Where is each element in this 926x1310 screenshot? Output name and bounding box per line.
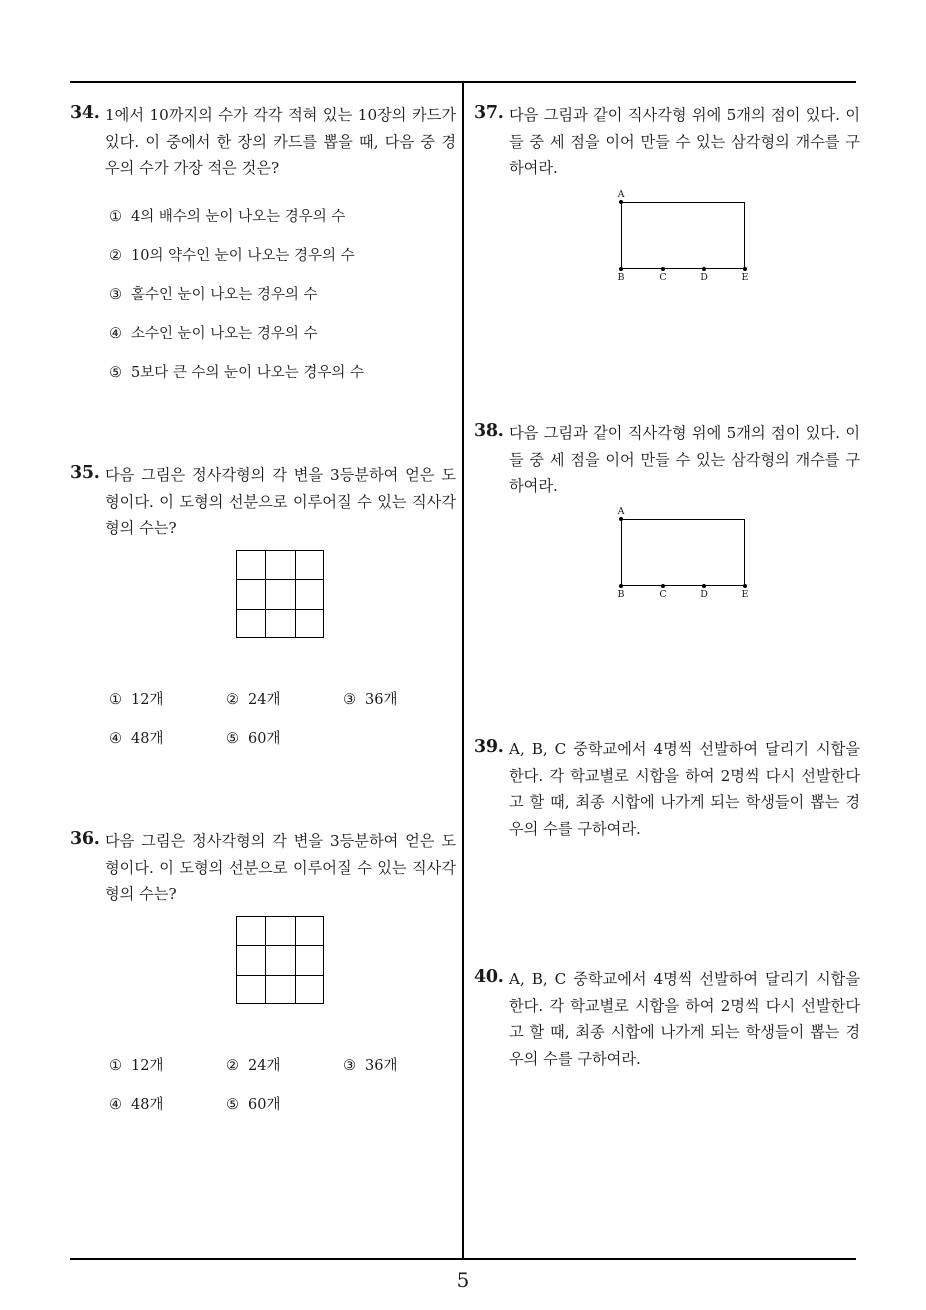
choice-2: ② 10의 약수인 눈이 나오는 경우의 수 — [109, 248, 355, 264]
choice-4: ④ 소수인 눈이 나오는 경우의 수 — [109, 326, 318, 342]
choice-2: ② 24개 — [226, 692, 281, 708]
label-a: A — [617, 506, 625, 517]
choice-3: ③ 홀수인 눈이 나오는 경우의 수 — [109, 287, 318, 303]
point-e — [743, 584, 747, 588]
choice-1: ① 12개 — [109, 1058, 164, 1074]
point-d — [702, 267, 706, 271]
question-36 — [70, 828, 456, 908]
question-number: 36. — [70, 829, 100, 849]
question-40 — [474, 966, 860, 1072]
label-b: B — [617, 272, 625, 283]
label-c: C — [659, 589, 667, 600]
label-b: B — [617, 589, 625, 600]
label-d: D — [700, 272, 708, 283]
choice-1: ① 12개 — [109, 692, 164, 708]
rectangle-points-figure — [601, 190, 761, 285]
question-number: 34. — [70, 103, 100, 123]
question-34 — [70, 102, 456, 182]
choice-4: ④ 48개 — [109, 731, 164, 747]
point-b — [619, 584, 623, 588]
question-text: 다음 그림은 정사각형의 각 변을 3등분하여 얻은 도형이다. 이 도형의 선분으로 이루어질 수 있는 직사각형의 수는? — [105, 466, 456, 537]
question-text: 다음 그림과 같이 직사각형 위에 5개의 점이 있다. 이들 중 세 점을 이어 만들 수 있는 삼각형의 개수를 구하여라. — [509, 424, 860, 495]
choice-5: ⑤ 5보다 큰 수의 눈이 나오는 경우의 수 — [109, 365, 364, 381]
question-text: 다음 그림은 정사각형의 각 변을 3등분하여 얻은 도형이다. 이 도형의 선분으로 이루어질 수 있는 직사각형의 수는? — [105, 832, 456, 903]
point-e — [743, 267, 747, 271]
choice-3: ③ 36개 — [343, 692, 398, 708]
square-grid-figure — [236, 550, 324, 638]
point-b — [619, 267, 623, 271]
point-c — [661, 267, 665, 271]
label-d: D — [700, 589, 708, 600]
point-d — [702, 584, 706, 588]
label-e: E — [741, 272, 749, 283]
question-text: A, B, C 중학교에서 4명씩 선발하여 달리기 시합을 한다. 각 학교별로 시합을 하여 2명씩 다시 선발한다고 할 때, 최종 시합에 나가게 되는 학생들이 뽑는 경우의 수를 구하여라. — [509, 970, 860, 1068]
choice-5: ⑤ 60개 — [226, 1097, 281, 1113]
choice-5: ⑤ 60개 — [226, 731, 281, 747]
question-39 — [474, 736, 860, 842]
choice-3: ③ 36개 — [343, 1058, 398, 1074]
question-number: 39. — [474, 737, 504, 757]
square-grid-figure — [236, 916, 324, 1004]
question-text: A, B, C 중학교에서 4명씩 선발하여 달리기 시합을 한다. 각 학교별로 시합을 하여 2명씩 다시 선발한다고 할 때, 최종 시합에 나가게 되는 학생들이 뽑는 경우의 수를 구하여라. — [509, 740, 860, 838]
question-text: 다음 그림과 같이 직사각형 위에 5개의 점이 있다. 이들 중 세 점을 이어 만들 수 있는 삼각형의 개수를 구하여라. — [509, 106, 860, 177]
question-38 — [474, 420, 860, 500]
question-text: 1에서 10까지의 수가 각각 적혀 있는 10장의 카드가 있다. 이 중에서 한 장의 카드를 뽑을 때, 다음 중 경우의 수가 가장 적은 것은? — [105, 106, 456, 177]
choice-2: ② 24개 — [226, 1058, 281, 1074]
choice-1: ① 4의 배수의 눈이 나오는 경우의 수 — [109, 209, 346, 225]
question-number: 35. — [70, 463, 100, 483]
page-number: 5 — [456, 1268, 470, 1292]
question-number: 40. — [474, 967, 504, 987]
question-37 — [474, 102, 860, 182]
rectangle-points-figure — [601, 507, 761, 602]
choice-4: ④ 48개 — [109, 1097, 164, 1113]
point-a — [619, 200, 623, 204]
question-number: 37. — [474, 103, 504, 123]
label-c: C — [659, 272, 667, 283]
label-a: A — [617, 189, 625, 200]
point-c — [661, 584, 665, 588]
bottom-rule — [70, 1258, 856, 1260]
label-e: E — [741, 589, 749, 600]
question-number: 38. — [474, 421, 504, 441]
question-35 — [70, 462, 456, 542]
column-divider — [462, 81, 464, 1259]
point-a — [619, 517, 623, 521]
